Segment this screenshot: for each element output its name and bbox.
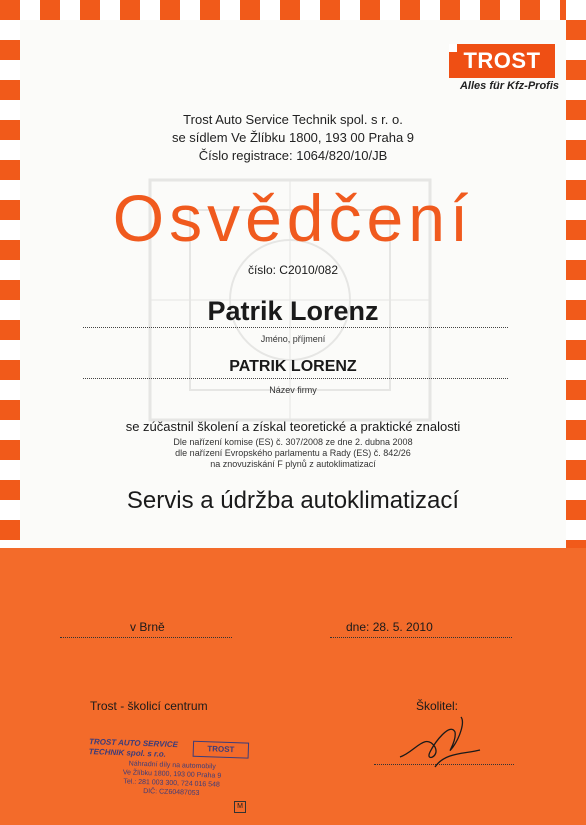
- corner-mark: M: [234, 801, 246, 813]
- trainer-label: Školitel:: [416, 699, 459, 713]
- name-label: Jméno, příjmení: [260, 334, 326, 344]
- name-underline: [83, 327, 508, 328]
- legal-line-1: Dle nařízení komise (ES) č. 307/2008 ze dne 2. dubna 2008: [173, 437, 413, 447]
- checkered-border-top: [0, 0, 586, 20]
- stamp-line-1: TROST AUTO SERVICE: [88, 737, 179, 750]
- logo-tagline: Alles für Kfz-Profis: [459, 80, 559, 92]
- stamp-line-3: Náhradní díly na automobily: [128, 760, 216, 771]
- firm-label: Název firmy: [269, 385, 317, 395]
- certificate-number: číslo: C2010/082: [247, 263, 339, 277]
- training-center-text: Trost - školicí centrum: [90, 699, 208, 713]
- firm-underline: [83, 378, 508, 379]
- stamp-line-6: DIČ: CZ60487053: [142, 788, 200, 797]
- trainer-signature: [395, 712, 485, 772]
- stamp-line-4: Ve Žlíbku 1800, 193 00 Praha 9: [122, 769, 222, 780]
- stamp-line-2: TECHNIK spol. s r.o.: [88, 747, 167, 759]
- trost-logo: TROST: [449, 44, 555, 78]
- date-line: [330, 637, 512, 638]
- firm-name: PATRIK LORENZ: [229, 358, 357, 375]
- stamp-line-5: Tel.: 281 003 300, 724 016 548: [123, 778, 220, 789]
- company-registration: Číslo registrace: 1064/820/10/JB: [198, 148, 388, 163]
- company-stamp: [87, 735, 257, 811]
- stamp-logo: TROST: [193, 741, 250, 759]
- place-text: v Brně: [130, 620, 165, 634]
- company-name: Trost Auto Service Technik spol. s r. o.: [183, 112, 403, 127]
- date-text: dne: 28. 5. 2010: [346, 620, 433, 634]
- course-name: Servis a údržba autoklimatizací: [126, 487, 460, 514]
- legal-line-2: dle nařízení Evropského parlamentu a Rady (ES) č. 842/26: [175, 448, 411, 458]
- legal-line-3: na znovuziskání F plynů z autoklimatizací: [210, 459, 376, 469]
- place-line: [60, 637, 232, 638]
- training-description: se zúčastnil školení a získal teoretické a praktické znalosti: [125, 419, 461, 434]
- recipient-name: Patrik Lorenz: [207, 296, 379, 326]
- company-address: se sídlem Ve Žlíbku 1800, 193 00 Praha 9: [171, 130, 415, 145]
- certificate-title: Osvědčení: [112, 181, 474, 255]
